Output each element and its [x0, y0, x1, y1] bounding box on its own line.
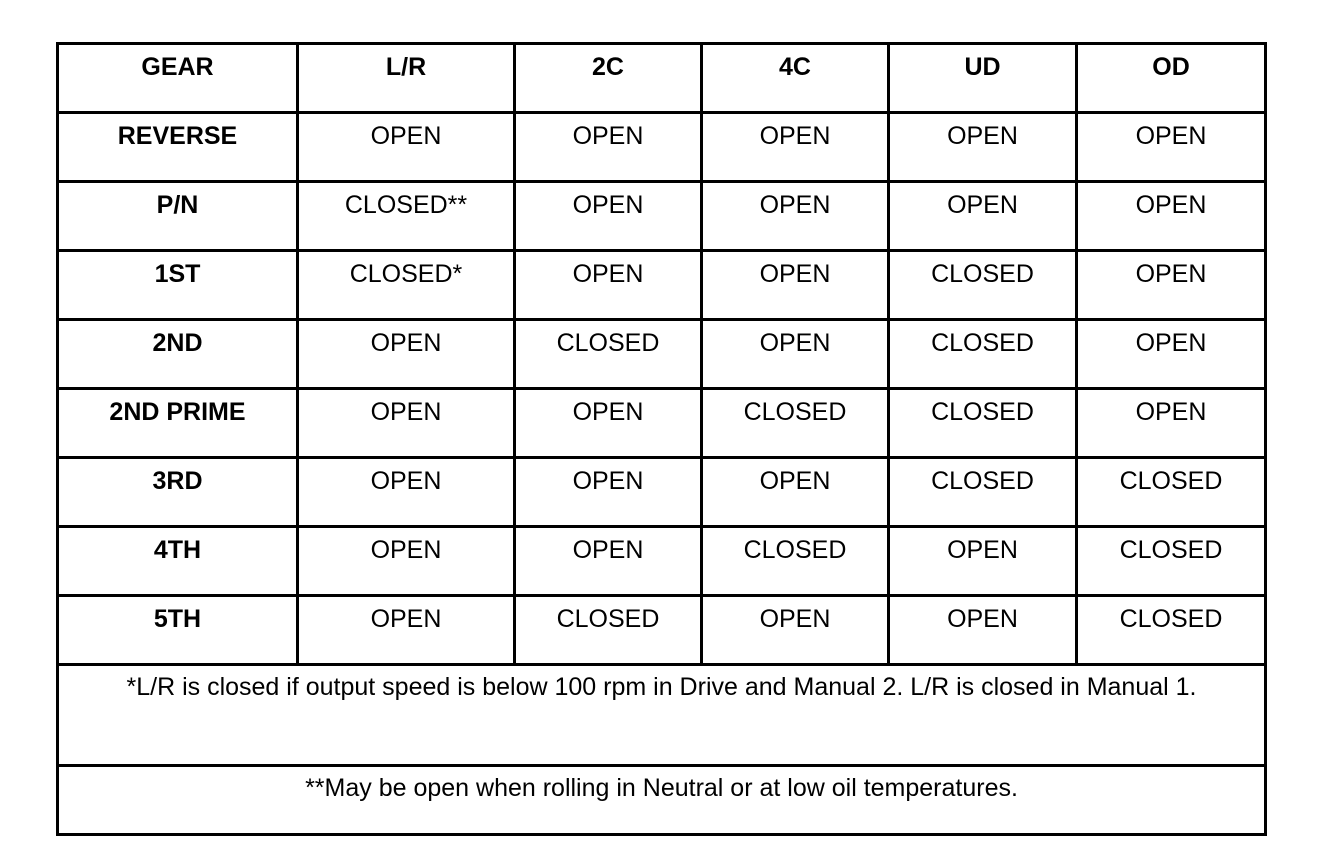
lr-cell: CLOSED*	[298, 251, 515, 320]
table-header-row	[58, 44, 1266, 113]
ud-cell: OPEN	[889, 527, 1077, 596]
4c-cell: OPEN	[702, 113, 889, 182]
table-row	[58, 527, 1266, 596]
gear-cell: 5TH	[58, 596, 298, 665]
table-row	[58, 458, 1266, 527]
2c-cell: CLOSED	[515, 320, 702, 389]
gear-cell: P/N	[58, 182, 298, 251]
table-row	[58, 389, 1266, 458]
4c-cell: OPEN	[702, 596, 889, 665]
header-gear: GEAR	[58, 44, 298, 113]
ud-cell: CLOSED	[889, 251, 1077, 320]
od-cell: CLOSED	[1077, 596, 1266, 665]
lr-cell: OPEN	[298, 458, 515, 527]
footnote-single-asterisk: *L/R is closed if output speed is below 100 rpm in Drive and Manual 2. L/R is closed in Manual 1.	[58, 665, 1266, 766]
2c-cell: OPEN	[515, 458, 702, 527]
lr-cell: OPEN	[298, 389, 515, 458]
header-2c: 2C	[515, 44, 702, 113]
lr-cell: OPEN	[298, 596, 515, 665]
header-od: OD	[1077, 44, 1266, 113]
table-row	[58, 596, 1266, 665]
gear-cell: 2ND	[58, 320, 298, 389]
od-cell: OPEN	[1077, 389, 1266, 458]
ud-cell: OPEN	[889, 182, 1077, 251]
2c-cell: OPEN	[515, 113, 702, 182]
ud-cell: OPEN	[889, 113, 1077, 182]
table-row	[58, 182, 1266, 251]
ud-cell: CLOSED	[889, 389, 1077, 458]
header-lr: L/R	[298, 44, 515, 113]
4c-cell: OPEN	[702, 458, 889, 527]
2c-cell: OPEN	[515, 389, 702, 458]
od-cell: OPEN	[1077, 320, 1266, 389]
footnote-row	[58, 665, 1266, 766]
gear-cell: 4TH	[58, 527, 298, 596]
table-row	[58, 320, 1266, 389]
footnote-row	[58, 766, 1266, 835]
od-cell: CLOSED	[1077, 527, 1266, 596]
ud-cell: CLOSED	[889, 320, 1077, 389]
od-cell: CLOSED	[1077, 458, 1266, 527]
od-cell: OPEN	[1077, 251, 1266, 320]
ud-cell: CLOSED	[889, 458, 1077, 527]
od-cell: OPEN	[1077, 113, 1266, 182]
gear-cell: 3RD	[58, 458, 298, 527]
lr-cell: OPEN	[298, 320, 515, 389]
clutch-state-table	[56, 42, 1267, 836]
lr-cell: OPEN	[298, 113, 515, 182]
4c-cell: OPEN	[702, 182, 889, 251]
od-cell: OPEN	[1077, 182, 1266, 251]
footnote-double-asterisk: **May be open when rolling in Neutral or at low oil temperatures.	[58, 766, 1266, 835]
gear-cell: 1ST	[58, 251, 298, 320]
ud-cell: OPEN	[889, 596, 1077, 665]
2c-cell: OPEN	[515, 182, 702, 251]
4c-cell: OPEN	[702, 320, 889, 389]
header-ud: UD	[889, 44, 1077, 113]
lr-cell: OPEN	[298, 527, 515, 596]
header-4c: 4C	[702, 44, 889, 113]
2c-cell: CLOSED	[515, 596, 702, 665]
table-row	[58, 251, 1266, 320]
table-row	[58, 113, 1266, 182]
gear-cell: 2ND PRIME	[58, 389, 298, 458]
2c-cell: OPEN	[515, 251, 702, 320]
lr-cell: CLOSED**	[298, 182, 515, 251]
2c-cell: OPEN	[515, 527, 702, 596]
4c-cell: CLOSED	[702, 527, 889, 596]
4c-cell: CLOSED	[702, 389, 889, 458]
gear-cell: REVERSE	[58, 113, 298, 182]
4c-cell: OPEN	[702, 251, 889, 320]
